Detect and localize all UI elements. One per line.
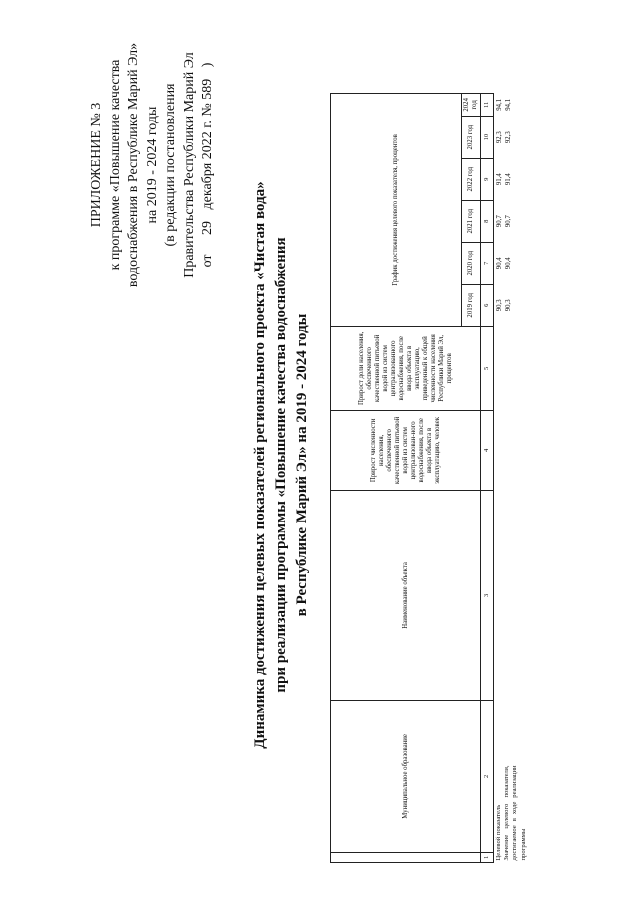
value-cell-2023 (494, 116, 529, 158)
document-title (250, 145, 313, 785)
indicators-table (330, 93, 529, 863)
appendix-government: Правительства Республики Марий Эл (181, 52, 197, 278)
table-row (494, 94, 529, 863)
target-value: 94,1 (496, 98, 503, 111)
achieved-value: 91,4 (505, 173, 512, 186)
column-number: 1 (481, 852, 494, 862)
header-row (331, 94, 462, 863)
header-year: 2023 год (462, 116, 481, 158)
header-object-name: Наименование объекта (331, 490, 481, 700)
target-value: 91,4 (496, 173, 503, 186)
value-cell-2019 (494, 284, 529, 326)
header-population-growth: Прирост численности населения, обеспеченного качественной питьевой водой из систем централизован-ного водоснабжения, после ввода объекта в эксплуатацию, человек (331, 410, 481, 490)
header-schedule-group: График достижения целевого показателя, процентов (331, 94, 462, 327)
achieved-value: 90,3 (505, 299, 512, 312)
title-line: Динамика достижения целевых показателей регионального проекта «Чистая вода» (252, 181, 268, 749)
date-rest: декабря 2022 г. № (200, 103, 215, 210)
header-year: 2020 год (462, 242, 481, 284)
column-number: 7 (481, 242, 494, 284)
value-cell-2020 (494, 242, 529, 284)
row-label-target: Целевой показатель (495, 804, 502, 861)
header-municipality: Муниципальное образование (331, 701, 481, 853)
header-year: 2024 год (462, 94, 481, 117)
row-labels (494, 326, 529, 862)
value-cell-2022 (494, 158, 529, 200)
row-label-achieved: Значение целевого показателя, достигаемое в ходе реализации программы (503, 765, 527, 861)
date-prefix: от (200, 254, 215, 268)
header-share-growth: Прирост доли населения, обеспеченного качественной питьевой водой из систем централизованного водоснабжения, после ввода объекта в эксплуатацию, приведенный к общей численности населения Республики Марий Эл, процентов (331, 326, 481, 410)
achieved-value: 94,1 (505, 98, 512, 111)
column-number: 3 (481, 490, 494, 700)
appendix-program-line: водоснабжения в Республике Марий Эл» (126, 42, 141, 288)
date-suffix: ) (200, 62, 215, 68)
appendix-years: на 2019 - 2024 годы (144, 106, 160, 224)
column-number: 6 (481, 284, 494, 326)
appendix-program-line: к программе «Повышение качества (107, 59, 123, 271)
header-year: 2019 год (462, 284, 481, 326)
column-number: 8 (481, 200, 494, 242)
target-value: 90,3 (496, 299, 503, 312)
target-value: 92,3 (496, 131, 503, 144)
column-number: 10 (481, 116, 494, 158)
title-line: в Республике Марий Эл» на 2019 - 2024 годы (294, 313, 310, 617)
value-cell-2024 (494, 94, 529, 117)
column-number: 9 (481, 158, 494, 200)
column-number: 4 (481, 410, 494, 490)
target-value: 90,4 (496, 257, 503, 270)
column-number: 11 (481, 94, 494, 117)
title-line: при реализации программы «Повышение качества водоснабжения (273, 237, 289, 693)
appendix-edition: (в редакции постановления (163, 83, 178, 247)
column-number: 2 (481, 701, 494, 853)
column-number: 5 (481, 326, 494, 410)
header-year: 2021 год (462, 200, 481, 242)
achieved-value: 90,4 (505, 257, 512, 270)
doc-number: 589 (200, 78, 215, 100)
value-cell-2021 (494, 200, 529, 242)
header-col1 (331, 852, 481, 862)
date-day: 29 (200, 220, 215, 235)
column-numbers-row (481, 94, 494, 863)
appendix-date-line (199, 0, 218, 330)
appendix-number: ПРИЛОЖЕНИЕ № 3 (89, 102, 104, 228)
achieved-value: 92,3 (505, 131, 512, 144)
appendix-header (88, 0, 218, 330)
header-year: 2022 год (462, 158, 481, 200)
target-value: 90,7 (496, 215, 503, 228)
achieved-value: 90,7 (505, 215, 512, 228)
